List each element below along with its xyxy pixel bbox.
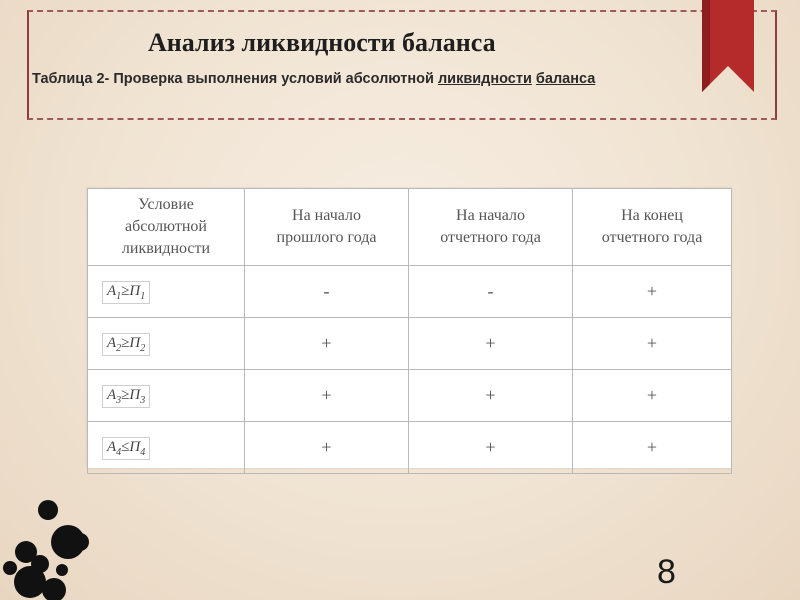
table-caption <box>32 71 595 87</box>
caption-underlined-1: ликвидности <box>437 71 532 87</box>
value-cell: + <box>573 422 732 474</box>
condition-formula: $A_3\ge П_3$ <box>102 385 150 408</box>
value-cell: + <box>245 422 409 474</box>
value-cell: + <box>409 422 573 474</box>
table-row <box>88 318 732 370</box>
table-row <box>88 422 732 474</box>
header-prev-year-start: На начало прошлого года <box>245 189 409 266</box>
condition-cell <box>88 266 245 318</box>
header-report-year-start: На начало отчетного года <box>409 189 573 266</box>
table-row <box>88 266 732 318</box>
ink-blot-decoration <box>0 490 110 600</box>
condition-formula: $A_2\ge П_2$ <box>102 333 150 356</box>
page-number: 8 <box>657 553 676 591</box>
value-cell: + <box>245 370 409 422</box>
value-cell: + <box>245 318 409 370</box>
header-frame <box>27 10 777 120</box>
header-report-year-end: На конец отчетного года <box>573 189 732 266</box>
condition-cell <box>88 422 245 474</box>
value-cell: - <box>245 266 409 318</box>
value-cell: + <box>409 318 573 370</box>
caption-underlined-2: баланса <box>535 71 596 87</box>
value-cell: + <box>573 370 732 422</box>
value-cell: + <box>409 370 573 422</box>
header-condition: Условие абсолютной ликвидности <box>88 189 245 266</box>
bookmark-ribbon-icon <box>702 0 754 92</box>
value-cell: + <box>573 318 732 370</box>
slide-title: Анализ ликвидности баланса <box>148 28 496 57</box>
caption-text: Таблица 2- Проверка выполнения условий абсолютной <box>32 71 438 87</box>
value-cell: + <box>573 266 732 318</box>
table-row <box>88 370 732 422</box>
condition-cell <box>88 318 245 370</box>
header-row <box>88 189 732 266</box>
condition-formula: $A_1\ge П_1$ <box>102 281 150 304</box>
condition-cell <box>88 370 245 422</box>
condition-formula: $A_4\le П_4$ <box>102 437 150 460</box>
value-cell: - <box>409 266 573 318</box>
liquidity-table <box>87 188 731 468</box>
